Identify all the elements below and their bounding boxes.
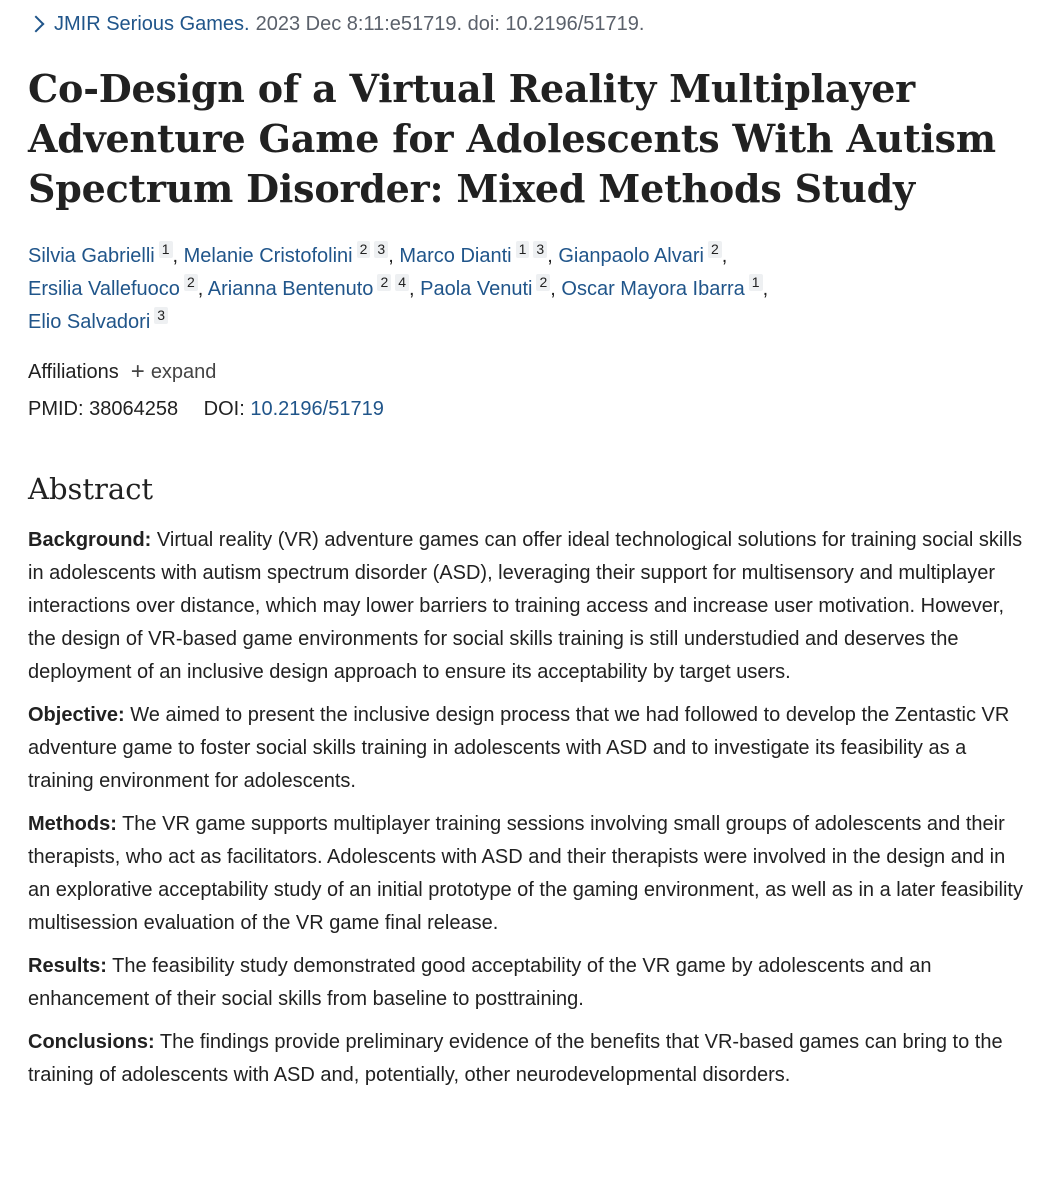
abstract-paragraph-conclusions xyxy=(28,1026,1028,1092)
author-link[interactable]: Silvia Gabrielli xyxy=(28,245,155,267)
abstract-heading: Abstract xyxy=(28,472,154,506)
affiliation-marker[interactable]: 2 xyxy=(357,241,371,258)
section-label: Conclusions: xyxy=(28,1031,155,1053)
journal-link[interactable]: JMIR Serious Games. xyxy=(54,13,250,35)
author-link[interactable]: Elio Salvadori xyxy=(28,311,151,333)
affiliations-label: Affiliations xyxy=(28,361,119,383)
chevron-right-icon[interactable] xyxy=(28,15,45,32)
abstract-paragraph-methods xyxy=(28,808,1028,940)
section-text: We aimed to present the inclusive design process that we had followed to develop the Zentastic VR adventure game to foster social skills training in adolescents with ASD and to investigate its feasibility as a training environment for adolescents. xyxy=(28,704,1010,792)
identifiers-row xyxy=(28,395,384,423)
doi-link[interactable]: 10.2196/51719 xyxy=(250,398,384,420)
section-label: Background: xyxy=(28,529,152,551)
affiliation-marker[interactable]: 1 xyxy=(516,241,530,258)
doi-label: DOI: xyxy=(203,398,245,420)
author-link[interactable]: Marco Dianti xyxy=(399,245,512,267)
abstract-paragraph-background xyxy=(28,524,1028,689)
affiliation-marker[interactable]: 1 xyxy=(749,274,763,291)
section-text: The feasibility study demonstrated good acceptability of the VR game by adolescents and an enhancement of their social skills from baseline to posttraining. xyxy=(28,955,932,1010)
author-link[interactable]: Ersilia Vallefuoco xyxy=(28,278,180,300)
affiliation-marker[interactable]: 2 xyxy=(377,274,391,291)
affiliation-marker[interactable]: 2 xyxy=(708,241,722,258)
abstract-paragraph-objective xyxy=(28,699,1028,798)
affiliation-marker[interactable]: 3 xyxy=(533,241,547,258)
author-link[interactable]: Oscar Mayora Ibarra xyxy=(561,278,745,300)
expand-affiliations-button[interactable] xyxy=(130,358,217,385)
affiliation-marker[interactable]: 3 xyxy=(374,241,388,258)
section-text: Virtual reality (VR) adventure games can offer ideal technological solutions for training social skills in adolescents with autism spectrum disorder (ASD), leveraging their support for multisensory and multiplayer interactions over distance, which may lower barriers to training access and increase user motivation. However, the design of VR-based game environments for social skills training is still understudied and deserves the deployment of an inclusive design approach to ensure its acceptability by target users. xyxy=(28,529,1023,683)
author-link[interactable]: Paola Venuti xyxy=(420,278,533,300)
citation-details: 2023 Dec 8:11:e51719. doi: 10.2196/51719. xyxy=(255,13,645,35)
affiliation-marker[interactable]: 2 xyxy=(536,274,550,291)
author-link[interactable]: Gianpaolo Alvari xyxy=(558,245,704,267)
affiliations-toggle-row xyxy=(28,358,216,386)
citation-line xyxy=(28,10,644,38)
expand-label: expand xyxy=(150,361,217,383)
section-label: Results: xyxy=(28,955,107,977)
pmid-label: PMID: xyxy=(28,398,84,420)
author-link[interactable]: Arianna Bentenuto xyxy=(207,278,374,300)
author-link[interactable]: Melanie Cristofolini xyxy=(183,245,353,267)
affiliation-marker[interactable]: 4 xyxy=(395,274,409,291)
section-text: The VR game supports multiplayer training sessions involving small groups of adolescents and their therapists, who act as facilitators. Adolescents with ASD and their therapists were involved in the design and in an explorative acceptability study of an initial prototype of the gaming environment, as well as in a later feasibility multisession evaluation of the VR game final release. xyxy=(28,813,1023,934)
abstract-body xyxy=(28,524,1028,1102)
article-title: Co-Design of a Virtual Reality Multiplayer Adventure Game for Adolescents With Autism Spectrum Disorder: Mixed Methods Study xyxy=(28,66,996,211)
section-label: Objective: xyxy=(28,704,125,726)
affiliation-marker[interactable]: 3 xyxy=(154,307,168,324)
plus-icon: + xyxy=(130,358,145,385)
affiliation-marker[interactable]: 2 xyxy=(184,274,198,291)
abstract-paragraph-results xyxy=(28,950,1028,1016)
section-text: The findings provide preliminary evidence of the benefits that VR-based games can bring to the training of adolescents with ASD and, potentially, other neurodevelopmental disorders. xyxy=(28,1031,1003,1086)
pmid-value: 38064258 xyxy=(89,398,179,420)
section-label: Methods: xyxy=(28,813,117,835)
author-list: Silvia Gabrielli 1 , Melanie Cristofolini 2 3 , Marco Dianti 1 3 , Gianpaolo Alvari 2 , Ersilia Vallefuoco 2 , Arianna Bentenuto 2 4 , Paola Venuti 2 , Oscar Mayora Ibarra 1 , Elio Salvadori 3 xyxy=(28,241,769,333)
affiliation-marker[interactable]: 1 xyxy=(159,241,173,258)
